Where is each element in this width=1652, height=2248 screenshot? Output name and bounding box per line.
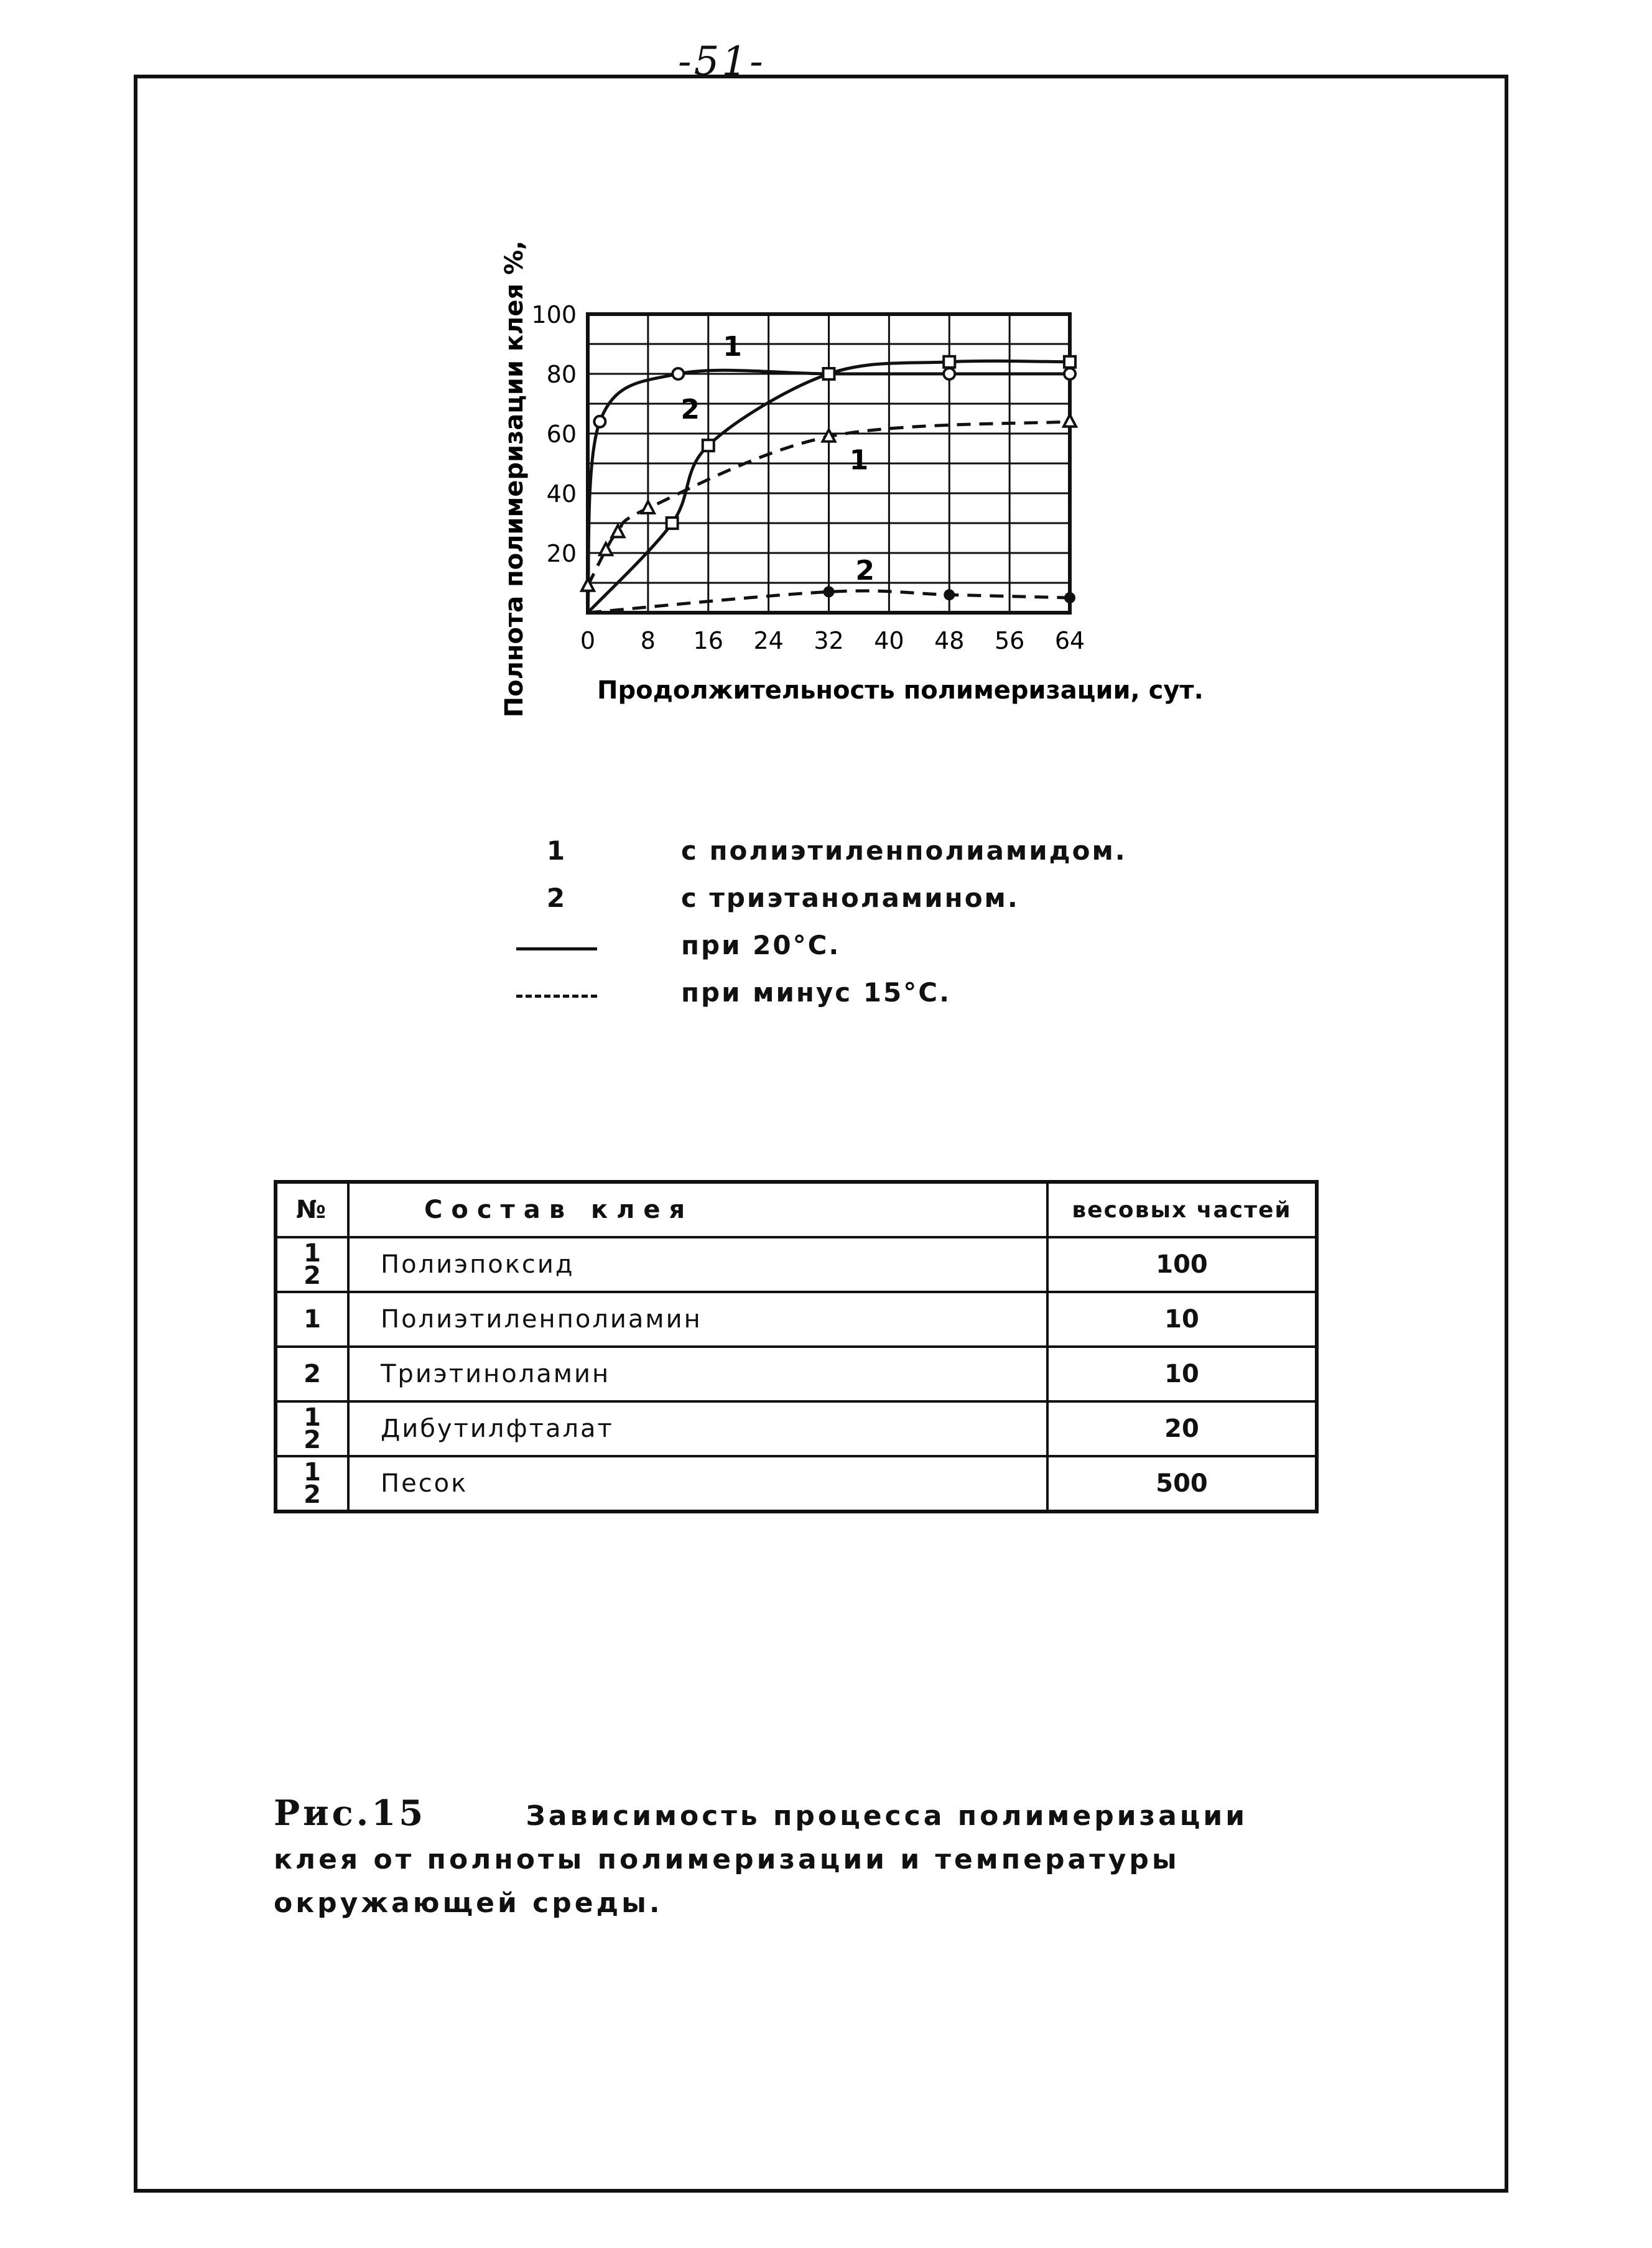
legend-item [510,830,1256,878]
header-parts: весовых частей [1047,1182,1317,1237]
x-tick-label: 56 [994,627,1025,654]
data-point-circle [944,368,955,379]
row-number: 1 [276,1292,348,1347]
y-tick-label: 60 [546,420,577,448]
row-component: Полиэтиленполиамин [348,1292,1047,1347]
row-number: 2 [276,1347,348,1401]
data-point-circle [594,416,605,427]
x-tick-label: 40 [874,627,904,654]
y-tick-label: 40 [546,480,577,508]
legend-text: с триэтаноламином. [681,883,1019,913]
y-tick-label: 20 [546,540,577,567]
header-composition: Состав клея [348,1182,1047,1237]
dashed-line-swatch [516,995,597,998]
data-point-circle [1064,368,1075,379]
table-row [276,1237,1317,1292]
legend-text: при 20°С. [681,930,841,960]
data-point-triangle [1064,415,1076,427]
table-body [276,1237,1317,1512]
data-point-square [667,518,678,529]
curve-label: 2 [855,555,875,587]
table-header-row [276,1182,1317,1237]
y-tick-label: 100 [531,301,577,328]
row-component: Триэтиноламин [348,1347,1047,1401]
x-tick-label: 24 [753,627,784,654]
data-point-square [703,440,714,451]
page-number: -51- [678,39,766,85]
data-point-dot [824,586,835,597]
curve-label: 1 [849,444,869,476]
y-tick-label: 80 [546,361,577,388]
data-point-square [824,368,835,379]
x-tick-label: 64 [1054,627,1085,654]
x-tick-label: 32 [814,627,844,654]
legend-text: с полиэтиленполиамидом. [681,835,1127,866]
row-parts: 10 [1047,1292,1317,1347]
data-point-dot [944,589,955,600]
row-parts: 100 [1047,1237,1317,1292]
data-point-dot [1064,592,1075,603]
legend-key: 2 [546,883,567,913]
row-component: Дибутилфталат [348,1401,1047,1456]
row-component: Полиэпоксид [348,1237,1047,1292]
table-row [276,1292,1317,1347]
curve-label: 1 [723,331,742,363]
figure-caption [274,1791,1269,1925]
curve-label: 2 [680,394,700,425]
data-point-square [1064,356,1075,368]
legend-item [510,972,1256,1019]
caption-text: Зависимость процесса полимеризации клея от полноты полимеризации и температуры окружающей среды. [274,1800,1248,1919]
figure-label: Рис.15 [274,1793,427,1834]
data-point-square [944,356,955,368]
row-number: 1 2 [276,1456,348,1512]
x-tick-label: 16 [693,627,723,654]
legend-text: при минус 15°С. [681,977,952,1008]
legend-key: 1 [546,835,567,866]
polymerization-chart [0,0,1652,809]
data-point-triangle [642,501,654,513]
data-point-triangle [582,579,594,591]
header-number: № [276,1182,348,1237]
table-row [276,1347,1317,1401]
x-tick-label: 48 [934,627,965,654]
row-parts: 500 [1047,1456,1317,1512]
y-axis-label: Полнота полимеризации клея %, [500,240,529,718]
row-number: 1 2 [276,1237,348,1292]
row-component: Песок [348,1456,1047,1512]
x-tick-label: 0 [580,627,596,654]
row-number: 1 2 [276,1401,348,1456]
table-row [276,1456,1317,1512]
data-point-circle [672,368,684,379]
composition-table [274,1180,1319,1513]
legend [510,830,1256,1019]
solid-line-swatch [516,947,597,950]
row-parts: 10 [1047,1347,1317,1401]
legend-item [510,925,1256,972]
data-point-triangle [823,430,835,442]
x-axis-label: Продолжительность полимеризации, сут. [597,676,1204,705]
x-tick-label: 8 [640,627,656,654]
row-parts: 20 [1047,1401,1317,1456]
legend-item [510,878,1256,925]
table-row [276,1401,1317,1456]
